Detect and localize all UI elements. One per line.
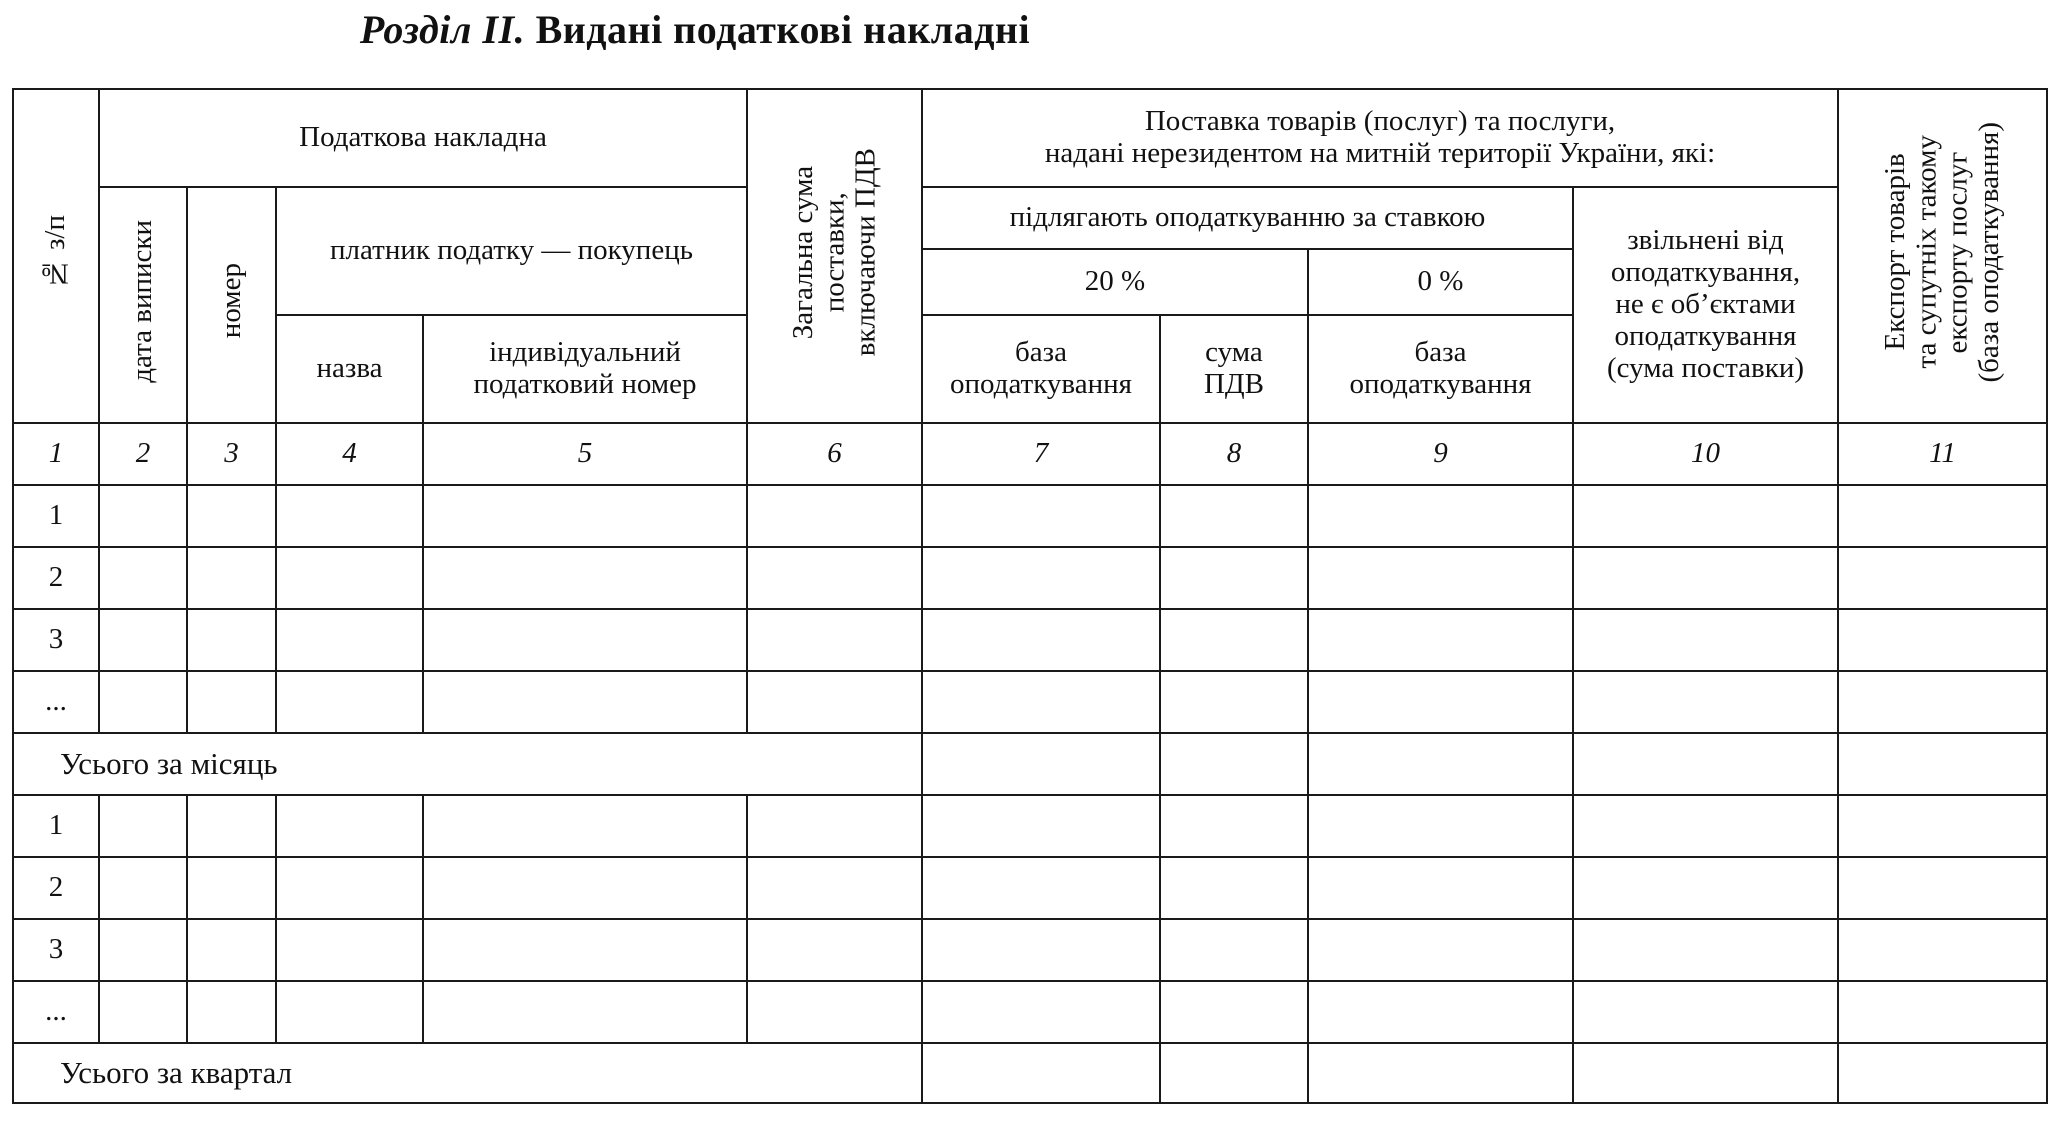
export-header (1838, 89, 2047, 423)
section-name: Видані податкові накладні (535, 7, 1031, 52)
cell (187, 671, 276, 733)
cell (1308, 1043, 1573, 1103)
cell (99, 609, 187, 671)
buyer-label: платник податку — покупець (330, 234, 693, 267)
col-number: 1 (13, 423, 99, 485)
cell (99, 919, 187, 981)
base-0-line-1: база (1414, 336, 1467, 369)
cell (187, 609, 276, 671)
date-label: дата виписки (126, 219, 159, 383)
number-header (187, 187, 276, 423)
cell (187, 795, 276, 857)
cell (922, 485, 1160, 547)
row-number: ... (13, 671, 99, 733)
table-row (13, 671, 2047, 733)
cell (747, 671, 922, 733)
total-supply-header (747, 89, 922, 423)
cell (99, 547, 187, 609)
cell (99, 857, 187, 919)
cell (922, 671, 1160, 733)
cell (747, 485, 922, 547)
cell (922, 733, 1160, 795)
cell (423, 671, 747, 733)
col-number: 3 (187, 423, 276, 485)
vat-line-1: сума (1205, 336, 1263, 369)
cell (276, 919, 423, 981)
export-label (1880, 122, 2005, 383)
cell (276, 671, 423, 733)
cell (1308, 795, 1573, 857)
cell (1160, 981, 1308, 1043)
table-row (13, 981, 2047, 1043)
cell (1838, 1043, 2047, 1103)
cell (1160, 919, 1308, 981)
cell (1573, 609, 1838, 671)
issued-invoices-table (12, 88, 2048, 1104)
cell (1838, 733, 2047, 795)
exempt-line-3: не є об’єктами (1615, 288, 1796, 321)
header-row-1 (13, 89, 2047, 187)
cell (1573, 1043, 1838, 1103)
total-supply-line-1: Загальна сума (786, 165, 819, 339)
quarter-total-row (13, 1043, 2047, 1103)
col-number: 11 (1838, 423, 2047, 485)
cell (747, 795, 922, 857)
cell (187, 857, 276, 919)
cell (1838, 485, 2047, 547)
cell (99, 485, 187, 547)
name-header (276, 315, 423, 423)
total-supply-line-3: включаючи ПДВ (849, 147, 882, 357)
cell (922, 919, 1160, 981)
cell (276, 485, 423, 547)
base-20-line-2: оподаткування (950, 368, 1132, 400)
total-supply-line-2: поставки, (817, 192, 850, 313)
cell (747, 857, 922, 919)
row-number: 1 (13, 485, 99, 547)
cell (922, 857, 1160, 919)
vat-header (1160, 315, 1308, 423)
cell (1838, 981, 2047, 1043)
invoice-header (99, 89, 747, 187)
exempt-line-2: оподаткування, (1610, 256, 1801, 289)
cell (922, 981, 1160, 1043)
cell (99, 981, 187, 1043)
tax-id-header (423, 315, 747, 423)
cell (1160, 671, 1308, 733)
cell (1838, 671, 2047, 733)
row-number: 3 (13, 609, 99, 671)
base-20-header (922, 315, 1160, 423)
col-number: 4 (276, 423, 423, 485)
col-number: 5 (423, 423, 747, 485)
section-number: Розділ II. (359, 7, 526, 52)
cell (1838, 795, 2047, 857)
supply-header-line-1: Поставка товарів (послуг) та послуги, (1144, 105, 1616, 138)
cell (1160, 485, 1308, 547)
cell (276, 795, 423, 857)
row-number: 1 (13, 795, 99, 857)
cell (1308, 857, 1573, 919)
col-number: 10 (1573, 423, 1838, 485)
cell (1838, 857, 2047, 919)
header-row-2 (13, 187, 2047, 249)
export-line-4: (база оподаткування) (1972, 121, 2005, 383)
cell (1573, 795, 1838, 857)
cell (1838, 547, 2047, 609)
cell (1838, 919, 2047, 981)
cell (1160, 857, 1308, 919)
cell (1838, 609, 2047, 671)
column-numbers-row (13, 423, 2047, 485)
cell (1308, 547, 1573, 609)
table-row (13, 485, 2047, 547)
cell (1160, 795, 1308, 857)
cell (423, 981, 747, 1043)
row-number: ... (13, 981, 99, 1043)
cell (276, 857, 423, 919)
quarter-total-label: Усього за квартал (13, 1043, 922, 1103)
col-number: 7 (922, 423, 1160, 485)
row-number: 3 (13, 919, 99, 981)
cell (187, 919, 276, 981)
row-number: 2 (13, 547, 99, 609)
cell (1160, 547, 1308, 609)
cell (922, 795, 1160, 857)
cell (1308, 485, 1573, 547)
exempt-line-5: (сума поставки) (1607, 351, 1805, 384)
base-20-line-1: база (1015, 336, 1067, 369)
rate-20-header (922, 249, 1308, 315)
cell (922, 1043, 1160, 1103)
vat-line-2: ПДВ (1203, 368, 1265, 400)
cell (1308, 919, 1573, 981)
cell (423, 609, 747, 671)
cell (187, 981, 276, 1043)
cell (1573, 981, 1838, 1043)
cell (1308, 733, 1573, 795)
rate-0-header (1308, 249, 1573, 315)
cell (747, 547, 922, 609)
cell (1573, 485, 1838, 547)
base-0-header (1308, 315, 1573, 423)
table-row (13, 857, 2047, 919)
date-header (99, 187, 187, 423)
cell (1573, 857, 1838, 919)
name-label: назва (316, 352, 383, 385)
cell (99, 671, 187, 733)
rate-0-label: 0 % (1417, 265, 1464, 298)
month-total-label: Усього за місяць (13, 733, 922, 795)
cell (1573, 547, 1838, 609)
invoice-header-label: Податкова накладна (299, 121, 547, 154)
taxable-header (922, 187, 1573, 249)
exempt-line-4: оподаткування (1614, 319, 1797, 352)
month-total-row (13, 733, 2047, 795)
cell (423, 795, 747, 857)
cell (1308, 671, 1573, 733)
export-line-3: експорту послуг (1941, 151, 1974, 353)
exempt-line-1: звільнені від (1627, 224, 1784, 257)
rate-20-label: 20 % (1084, 265, 1146, 298)
buyer-header (276, 187, 747, 315)
cell (1160, 1043, 1308, 1103)
export-line-1: Експорт товарів (1878, 153, 1911, 351)
row-number: 2 (13, 857, 99, 919)
cell (1308, 609, 1573, 671)
cell (1573, 733, 1838, 795)
col-number: 2 (99, 423, 187, 485)
cell (747, 609, 922, 671)
cell (99, 795, 187, 857)
table-row (13, 547, 2047, 609)
col-index-label: № з/п (39, 214, 72, 290)
cell (276, 547, 423, 609)
cell (1308, 981, 1573, 1043)
cell (423, 857, 747, 919)
export-line-2: та супутніх такому (1910, 135, 1943, 369)
cell (423, 485, 747, 547)
table-row (13, 919, 2047, 981)
supply-header-line-2: надані нерезидентом на митній території України, які: (1044, 137, 1716, 169)
cell (1573, 671, 1838, 733)
cell (276, 609, 423, 671)
table-row (13, 609, 2047, 671)
number-label: номер (214, 263, 247, 339)
cell (922, 609, 1160, 671)
table-row (13, 795, 2047, 857)
cell (1160, 733, 1308, 795)
cell (1160, 609, 1308, 671)
tax-id-line-2: податковий номер (473, 368, 697, 400)
taxable-label: підлягають оподаткуванню за ставкою (1009, 201, 1486, 234)
cell (187, 485, 276, 547)
col-number: 6 (747, 423, 922, 485)
cell (747, 981, 922, 1043)
cell (276, 981, 423, 1043)
col-index-header (13, 89, 99, 423)
cell (187, 547, 276, 609)
cell (423, 919, 747, 981)
total-supply-label (788, 148, 882, 356)
section-title (0, 6, 1390, 53)
tax-id-line-1: індивідуальний (489, 336, 681, 369)
cell (747, 919, 922, 981)
supply-header (922, 89, 1838, 187)
cell (922, 547, 1160, 609)
exempt-header (1573, 187, 1838, 423)
base-0-line-2: оподаткування (1349, 368, 1532, 400)
col-number: 9 (1308, 423, 1573, 485)
cell (423, 547, 747, 609)
col-number: 8 (1160, 423, 1308, 485)
cell (1573, 919, 1838, 981)
